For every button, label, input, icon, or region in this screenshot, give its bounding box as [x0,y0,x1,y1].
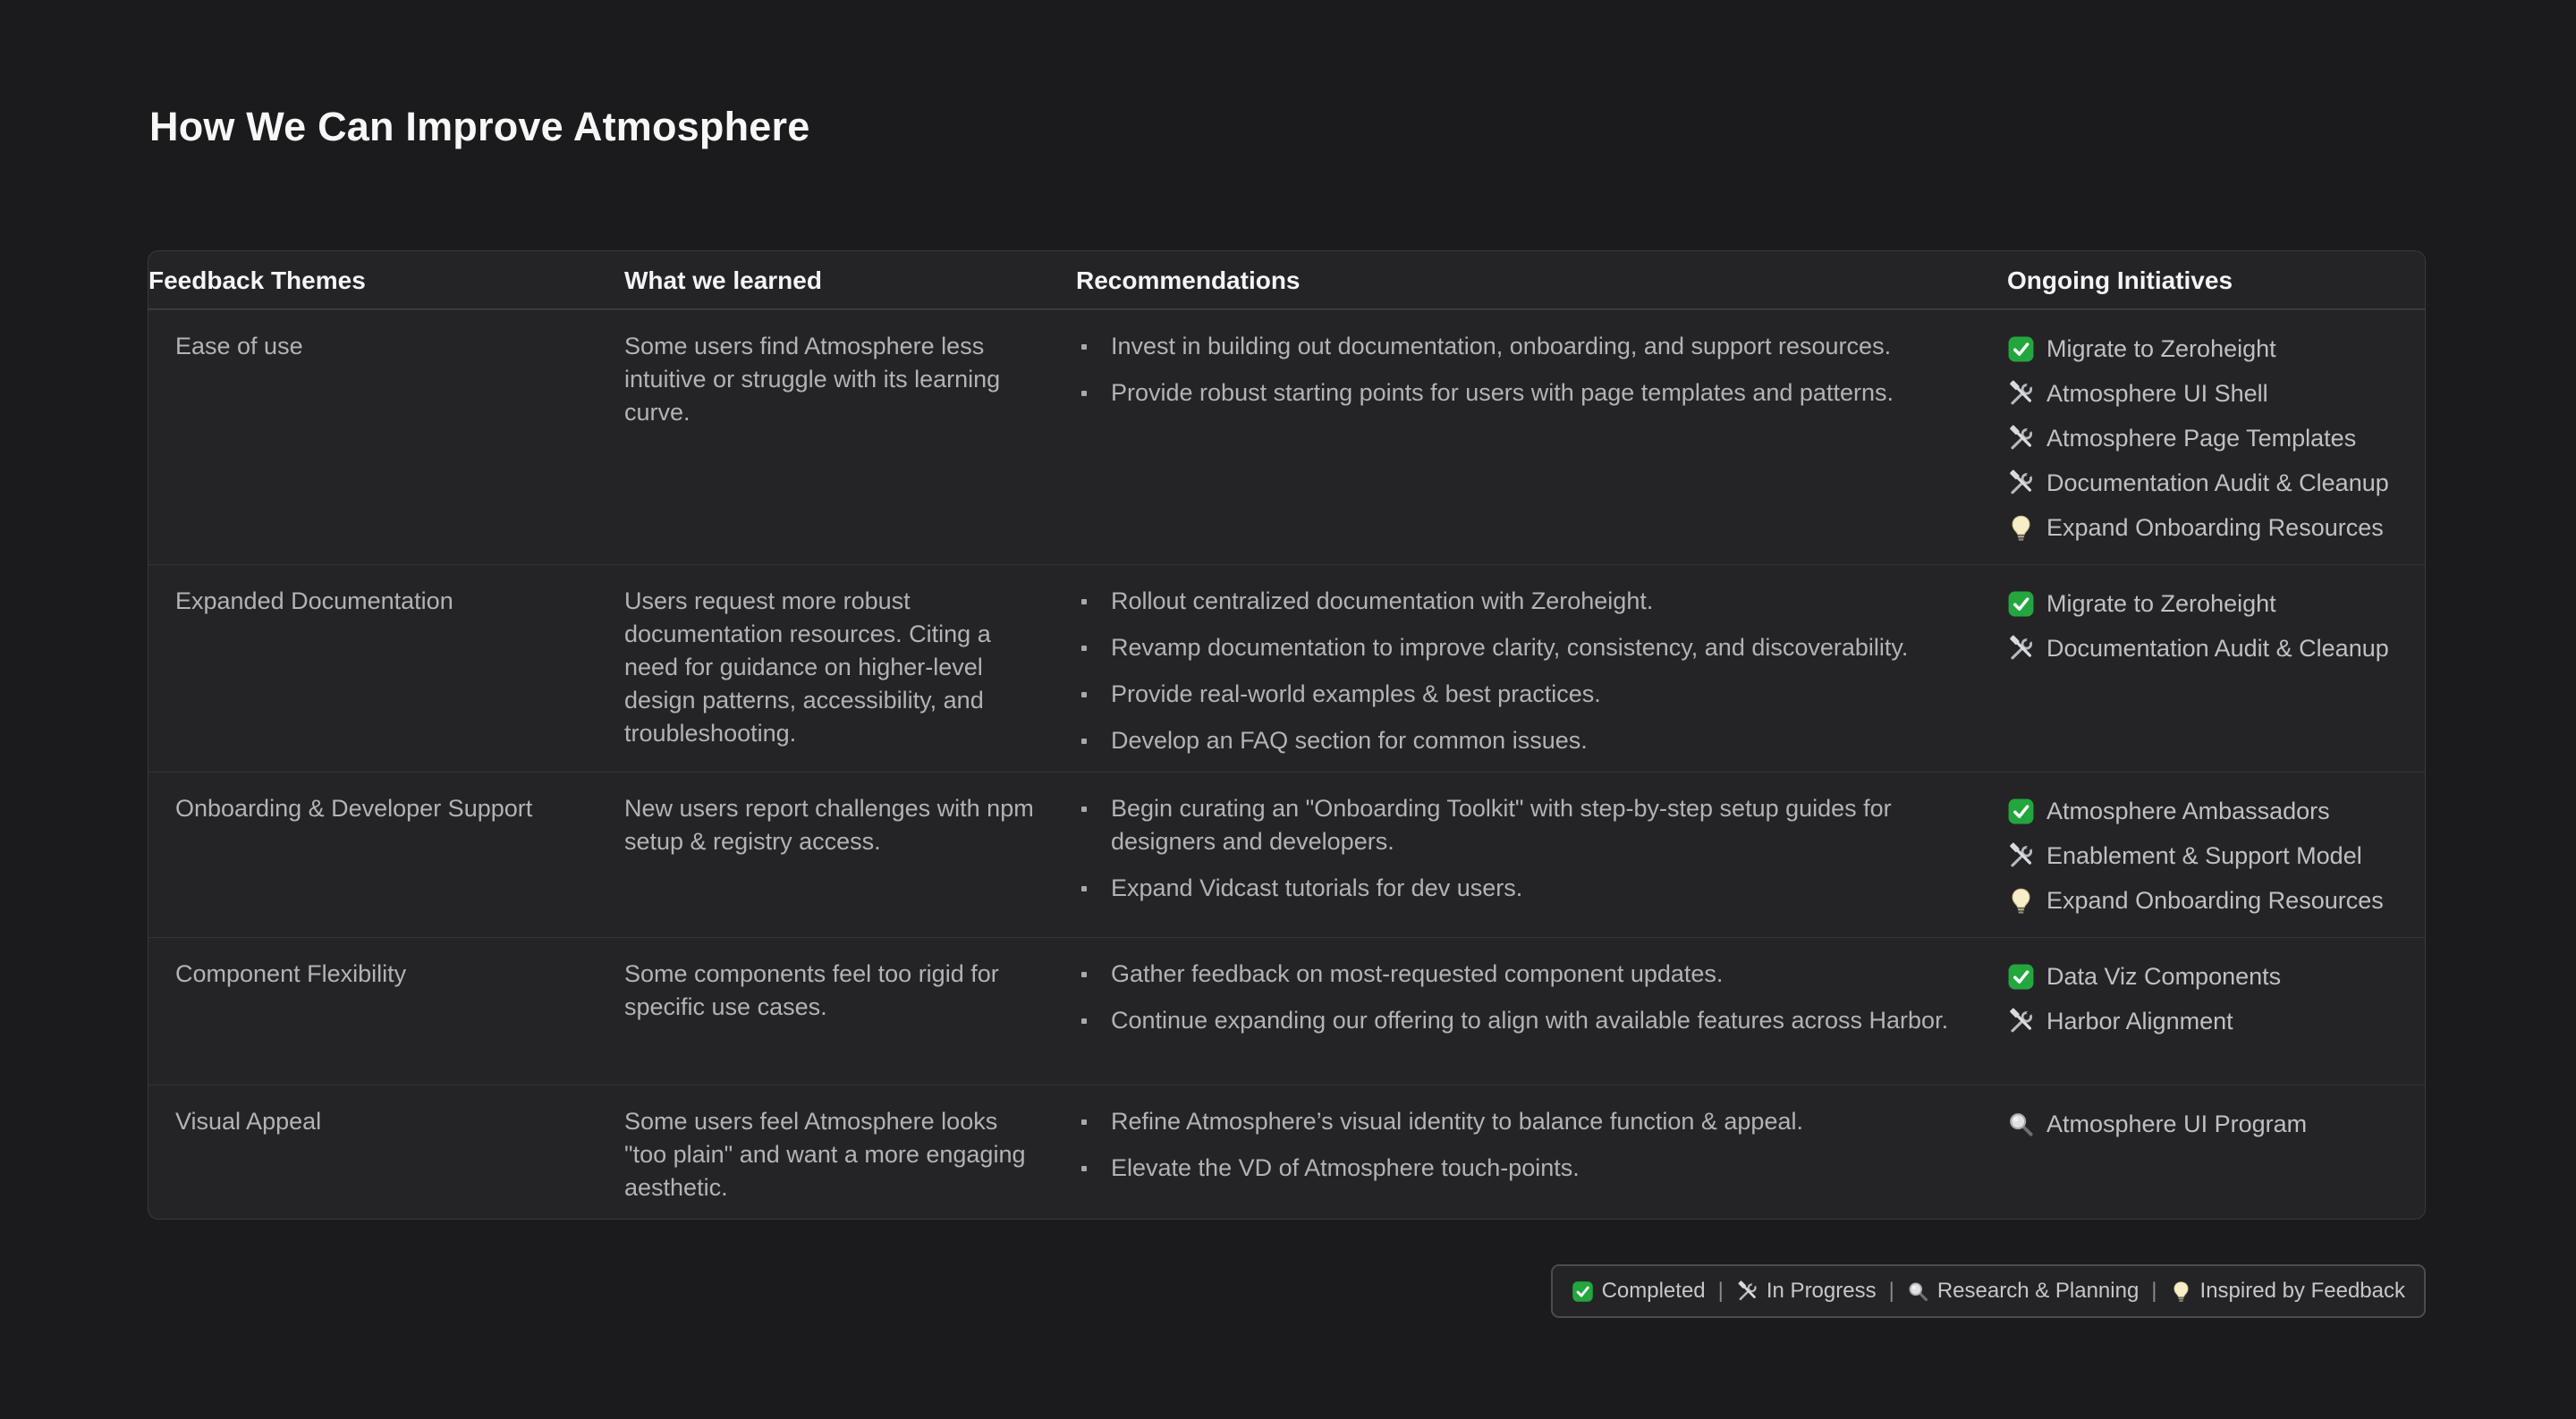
initiative-label: Atmosphere Ambassadors [2046,798,2330,824]
recommendation-item [1076,1152,1971,1185]
hammer-wrench-icon [2007,635,2035,663]
column-header-feedback-themes: Feedback Themes [148,266,366,294]
initiative-label: Harbor Alignment [2046,1008,2233,1035]
initiative-label: Atmosphere Page Templates [2046,425,2357,452]
recommendation-item [1076,376,1971,410]
what-we-learned: Some users feel Atmosphere looks "too plain" and want a more engaging aesthetic. [624,1108,1026,1201]
initiative-label: Atmosphere UI Shell [2046,380,2268,407]
bullet-dot [1081,692,1087,697]
bullet-dot [1081,972,1087,977]
recommendations-list [1076,938,2007,1085]
what-we-learned: New users report challenges with npm setup & registry access. [624,795,1034,855]
bullet-dot [1081,886,1087,891]
initiative-label: Migrate to Zeroheight [2046,335,2276,362]
check-icon [1572,1280,1594,1303]
recommendation-text: Rollout centralized documentation with Zeroheight. [1111,587,1654,614]
recommendation-item [1076,792,1971,858]
initiatives-list [2007,310,2425,564]
bullet-dot [1081,807,1087,812]
initiative-item [2007,999,2389,1043]
recommendation-text: Refine Atmosphere’s visual identity to balance function & appeal. [1111,1108,1803,1135]
initiatives-list [2007,565,2425,772]
legend-separator: | [2151,1279,2157,1303]
table-row [148,772,2425,937]
initiatives-list [2007,773,2425,937]
bullet-dot [1081,739,1087,744]
legend-label: Inspired by Feedback [2199,1279,2405,1303]
magnifier-icon [2007,1111,2035,1138]
recommendation-text: Provide real-world examples & best practices. [1111,680,1601,707]
check-icon [2007,590,2035,618]
legend-label: In Progress [1766,1279,1877,1303]
recommendation-text: Invest in building out documentation, onboarding, and support resources. [1111,333,1892,359]
legend-item-inspired [2170,1278,2405,1305]
bullet-dot [1081,391,1087,396]
light-bulb-icon [2007,514,2035,542]
what-we-learned: Users request more robust documentation resources. Citing a need for guidance on higher-level design patterns, accessibility, and troubleshooting. [624,587,991,747]
hammer-wrench-icon [2007,380,2035,408]
initiative-item [2007,954,2389,999]
initiative-label: Enablement & Support Model [2046,842,2362,869]
table-row [148,564,2425,772]
recommendations-list [1076,773,2007,937]
legend-label: Research & Planning [1936,1279,2140,1303]
bullet-dot [1081,599,1087,604]
initiative-item [2007,1102,2389,1146]
hammer-wrench-icon [2007,425,2035,452]
recommendation-item [1076,585,1971,618]
hammer-wrench-icon [2007,842,2035,870]
feedback-theme: Visual Appeal [175,1108,322,1135]
recommendation-item [1076,1004,1971,1037]
recommendations-list [1076,565,2007,772]
recommendation-item [1076,330,1971,363]
table-row [148,1085,2425,1219]
feedback-table [148,250,2426,1220]
legend-item-in-progress [1736,1278,1877,1305]
recommendation-item [1076,678,1971,711]
initiative-label: Expand Onboarding Resources [2046,514,2384,541]
recommendation-text: Continue expanding our offering to align with available features across Harbor. [1111,1007,1949,1034]
recommendation-text: Gather feedback on most-requested component updates. [1111,960,1724,987]
feedback-theme: Expanded Documentation [175,587,453,614]
recommendation-text: Elevate the VD of Atmosphere touch-points. [1111,1154,1580,1181]
bullet-dot [1081,344,1087,350]
recommendation-text: Revamp documentation to improve clarity, consistency, and discoverability. [1111,634,1909,661]
legend-separator: | [1717,1279,1724,1303]
hammer-wrench-icon [2007,469,2035,497]
initiative-item [2007,626,2389,671]
recommendation-item [1076,872,1971,905]
recommendation-text: Provide robust starting points for users with page templates and patterns. [1111,379,1894,406]
initiative-label: Documentation Audit & Cleanup [2046,469,2389,496]
initiative-item [2007,581,2389,626]
recommendations-list [1076,310,2007,564]
table-row [148,309,2425,564]
recommendation-item [1076,724,1971,757]
legend-container [148,1264,2426,1318]
magnifier-icon [1907,1280,1929,1303]
initiative-item [2007,371,2389,416]
initiative-item [2007,505,2389,550]
recommendation-text: Develop an FAQ section for common issues. [1111,727,1588,754]
bullet-dot [1081,1119,1087,1125]
page-title: How We Can Improve Atmosphere [149,104,810,149]
check-icon [2007,335,2035,363]
initiative-item [2007,789,2389,833]
initiatives-list [2007,938,2425,1085]
feedback-theme: Ease of use [175,333,303,359]
feedback-theme: Onboarding & Developer Support [175,795,533,822]
recommendation-text: Expand Vidcast tutorials for dev users. [1111,874,1523,901]
light-bulb-icon [2007,887,2035,915]
initiative-label: Migrate to Zeroheight [2046,590,2276,617]
feedback-theme: Component Flexibility [175,960,407,987]
initiative-label: Expand Onboarding Resources [2046,887,2384,914]
column-header-recommendations: Recommendations [1076,266,1301,294]
initiative-label: Atmosphere UI Program [2046,1111,2308,1137]
bullet-dot [1081,646,1087,651]
recommendation-text: Begin curating an "Onboarding Toolkit" with step-by-step setup guides for designers and developers. [1111,795,1892,855]
recommendation-item [1076,631,1971,664]
legend-item-research [1907,1278,2139,1305]
initiative-item [2007,833,2389,878]
table-header-row [148,251,2425,309]
hammer-wrench-icon [1736,1280,1758,1303]
hammer-wrench-icon [2007,1008,2035,1035]
legend-item-completed [1572,1278,1706,1305]
initiative-item [2007,878,2389,923]
light-bulb-icon [2170,1280,2192,1303]
check-icon [2007,798,2035,825]
initiative-item [2007,416,2389,460]
initiative-item [2007,460,2389,505]
status-legend [1551,1264,2426,1318]
recommendations-list [1076,1085,2007,1219]
initiative-label: Data Viz Components [2046,963,2282,990]
what-we-learned: Some components feel too rigid for specific use cases. [624,960,999,1020]
column-header-ongoing-initiatives: Ongoing Initiatives [2007,266,2233,294]
check-icon [2007,963,2035,991]
legend-label: Completed [1601,1279,1706,1303]
initiative-item [2007,326,2389,371]
recommendation-item [1076,958,1971,991]
initiatives-list [2007,1085,2425,1219]
recommendation-item [1076,1105,1971,1138]
what-we-learned: Some users find Atmosphere less intuitive or struggle with its learning curve. [624,333,1001,426]
legend-separator: | [1888,1279,1894,1303]
table-row [148,937,2425,1085]
bullet-dot [1081,1166,1087,1171]
column-header-what-we-learned: What we learned [624,266,822,294]
initiative-label: Documentation Audit & Cleanup [2046,635,2389,662]
bullet-dot [1081,1018,1087,1024]
